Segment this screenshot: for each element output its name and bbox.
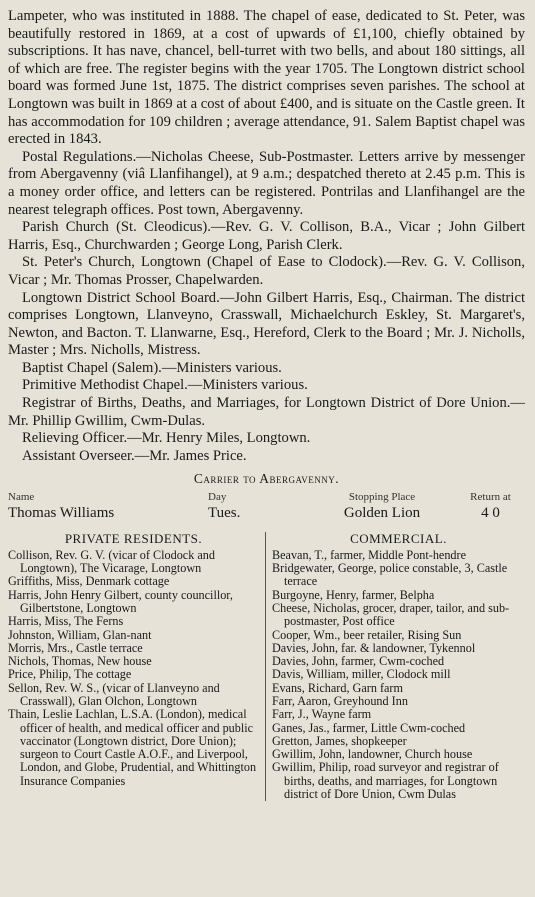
- carrier-col-return: Return at: [470, 491, 511, 504]
- carrier-col-name: Name: [8, 491, 35, 504]
- list-item: Cooper, Wm., beer retailer, Rising Sun: [272, 627, 462, 642]
- list-item: Farr, Aaron, Greyhound Inn: [272, 694, 408, 708]
- list-item: Davies, John, farmer, Cwm-coched: [272, 654, 445, 669]
- paragraph-school-board: Longtown District School Board.—John Gilbert Harris, Esq., Chairman. The district comprises Longtown, Llanveyno, Crasswall, Michaelchurch Eskley, St. Margaret's, Newton, and Bacton. T. Llanwarne, Esq., Hereford, Clerk to the Board ; Mr. J. Nicholls, Master ; Mrs. Nicholls, Mistress.: [8, 289, 525, 359]
- list-item: Johnston, William, Glan-nant: [8, 627, 152, 642]
- carrier-return: 4 0: [481, 505, 500, 522]
- paragraph-baptist: Baptist Chapel (Salem).—Ministers various.: [22, 359, 282, 376]
- list-item: Burgoyne, Henry, farmer, Belpha: [272, 587, 435, 602]
- list-item: Bridgewater, George, police constable, 3, Castle terrace: [272, 561, 508, 589]
- paragraph-registrar: Registrar of Births, Deaths, and Marriages, for Longtown District of Dore Union.—Mr. Phillip Gwillim, Cwm-Dulas.: [8, 395, 525, 429]
- carrier-col-stop: Stopping Place: [348, 491, 416, 504]
- list-item: Cheese, Nicholas, grocer, draper, tailor, and sub-postmaster, Post office: [272, 600, 510, 629]
- list-item: Davis, William, miller, Clodock mill: [272, 667, 451, 682]
- list-item: Gretton, James, shopkeeper: [272, 733, 407, 748]
- carrier-stop: Golden Lion: [343, 505, 421, 522]
- body-text: [8, 8, 525, 465]
- list-item: Thain, Leslie Lachlan, L.S.A. (London), medical officer of health, and medical officer and public vaccinator (Longtown district, Dore Union); surgeon to Court Castle A.O.F., and Liverpool, London, and Globe, Prudential, and Whittington Insurance Companies: [8, 707, 257, 788]
- carrier-name: Thomas Williams: [8, 505, 115, 522]
- paragraph-st-peters: St. Peter's Church, Longtown (Chapel of Ease to Clodock).—Rev. G. V. Collison, Vicar ; Mr. Thomas Prosser, Chapelwarden.: [8, 254, 525, 288]
- list-item: Harris, Miss, The Ferns: [8, 614, 124, 629]
- list-item: Collison, Rev. G. V. (vicar of Clodock and Longtown), The Vicarage, Longtown: [8, 547, 215, 576]
- commercial-column: [266, 532, 525, 801]
- list-item: Sellon, Rev. W. S., (vicar of Llanveyno and Crasswall), Glan Olchon, Longtown: [8, 680, 220, 708]
- carrier-title: Carrier to Abergavenny.: [193, 471, 340, 487]
- carrier-col-day: Day: [208, 491, 227, 504]
- list-item: Griffiths, Miss, Denmark cottage: [8, 574, 170, 589]
- carrier-day: Tues.: [208, 505, 241, 522]
- private-residents-column: [8, 532, 266, 801]
- paragraph-postal: Postal Regulations.—Nicholas Cheese, Sub-Postmaster. Letters arrive by messenger from Abergavenny (viâ Llanfihangel), at 9 a.m.; despatched thereto at 2.45 p.m. This is a money order office, and letters can be registered. Pontrilas and Llanfihangel are the nearest telegraph offices. Post town, Abergavenny.: [8, 148, 525, 218]
- list-item: Price, Philip, The cottage: [8, 667, 132, 682]
- paragraph-overseer: Assistant Overseer.—Mr. James Price.: [22, 447, 247, 464]
- list-item: Gwillim, Philip, road surveyor and registrar of births, deaths, and marriages, for Longtown district of Dore Union, Cwm Dulas: [272, 760, 499, 802]
- paragraph-parish-church: Parish Church (St. Cleodicus).—Rev. G. V. Collison, B.A., Vicar ; John Gilbert Harris, Esq., Churchwarden ; George Long, Parish Clerk.: [8, 219, 525, 253]
- list-item: Davies, John, far. & landowner, Tykennol: [272, 640, 476, 655]
- paragraph-chapel: Lampeter, who was instituted in 1888. The chapel of ease, dedicated to St. Peter, was beautifully restored in 1869, at a cost of upwards of £1,100, chiefly obtained by subscriptions. It has nave, chancel, bell-turret with two bells, and about 180 sittings, all of which are free. The register begins with the year 1705. The Longtown district school board was formed June 1st, 1875. The district comprises seven parishes. The school at Longtown was built in 1869 at a cost of about £400, and is situate on the Castle green. It has accommodation for 109 children ; average attendance, 91. Salem Baptist chapel was erected in 1843.: [8, 8, 525, 148]
- list-item: Beavan, T., farmer, Middle Pont-hendre: [272, 547, 466, 562]
- carrier-row: [8, 505, 525, 522]
- list-item: Farr, J., Wayne farm: [272, 707, 372, 722]
- paragraph-relieving: Relieving Officer.—Mr. Henry Miles, Longtown.: [22, 430, 311, 447]
- residents-columns: [8, 532, 525, 801]
- list-item: Ganes, Jas., farmer, Little Cwm-coched: [272, 720, 466, 735]
- private-residents-heading: PRIVATE RESIDENTS.: [64, 531, 203, 547]
- list-item: Harris, John Henry Gilbert, county councillor, Gilbertstone, Longtown: [8, 587, 233, 615]
- list-item: Morris, Mrs., Castle terrace: [8, 640, 143, 655]
- list-item: Nichols, Thomas, New house: [8, 654, 152, 669]
- commercial-heading: COMMERCIAL.: [350, 531, 447, 547]
- list-item: Evans, Richard, Garn farm: [272, 680, 403, 695]
- paragraph-methodist: Primitive Methodist Chapel.—Ministers various.: [22, 377, 308, 394]
- carrier-header: [8, 491, 525, 503]
- list-item: Gwillim, John, landowner, Church house: [272, 747, 473, 762]
